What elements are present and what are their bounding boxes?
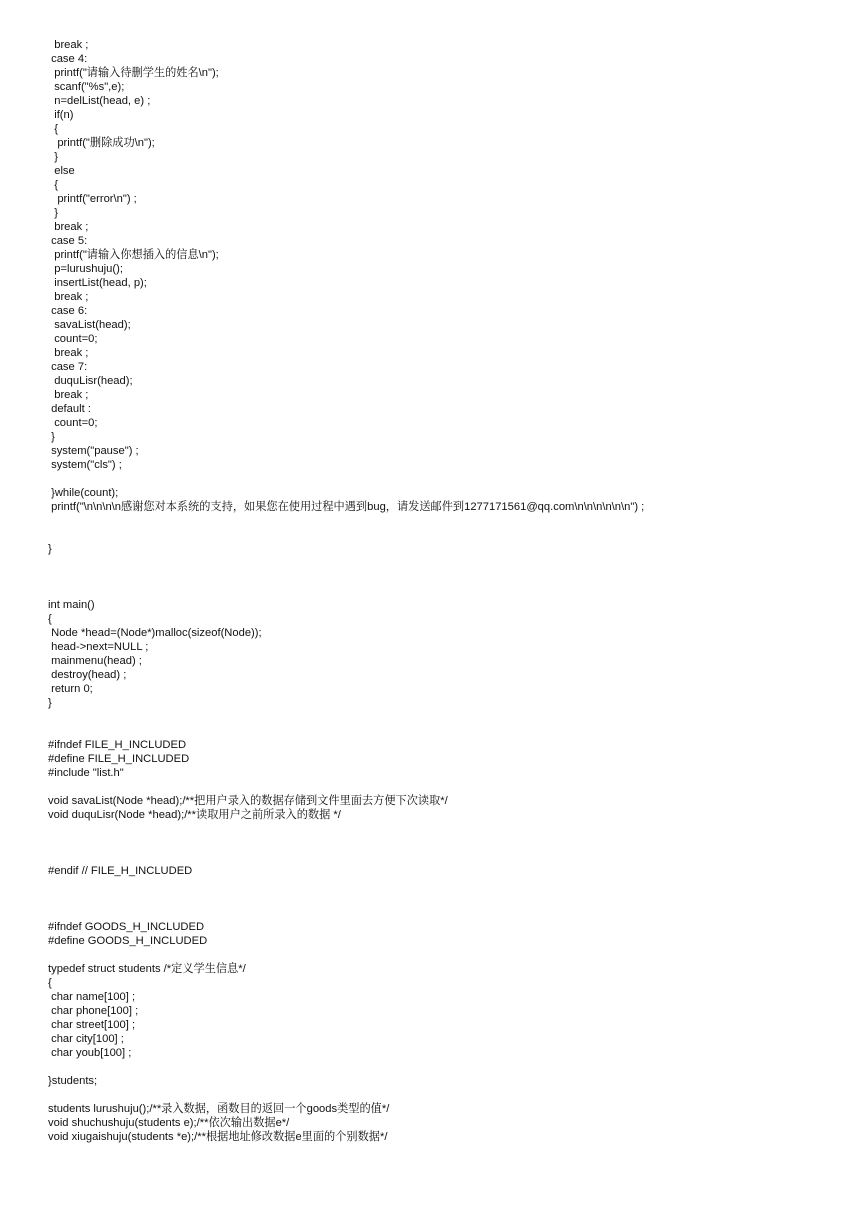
code-line — [48, 724, 828, 738]
code-line: } — [48, 697, 52, 709]
code-line: int main() — [48, 599, 95, 611]
code-line: char street[100] ; — [48, 1019, 136, 1031]
code-line — [48, 514, 828, 528]
code-line: #define FILE_H_INCLUDED — [48, 753, 190, 765]
code-line: void duquLisr(Node *head);/**读取用户之前所录入的数据 */ — [48, 809, 341, 821]
code-line: void savaList(Node *head);/**把用户录入的数据存储到文件里面去方便下次读取*/ — [48, 795, 448, 807]
code-line — [48, 850, 828, 864]
code-line: return 0; — [48, 683, 93, 695]
code-line: destroy(head) ; — [48, 669, 127, 681]
code-line: char youb[100] ; — [48, 1047, 132, 1059]
code-line: #include "list.h" — [48, 767, 124, 779]
code-line — [48, 906, 828, 920]
code-line: students lurushuju();/**录入数据，函数目的返回一个goods类型的值*/ — [48, 1103, 390, 1115]
code-line — [48, 528, 828, 542]
code-line: #ifndef GOODS_H_INCLUDED — [48, 921, 205, 933]
code-line — [48, 1060, 828, 1074]
code-line: count=0; — [48, 333, 98, 345]
code-line: char phone[100] ; — [48, 1005, 139, 1017]
code-line: count=0; — [48, 417, 98, 429]
code-line: insertList(head, p); — [48, 277, 147, 289]
code-line: mainmenu(head) ; — [48, 655, 142, 667]
code-line: system("cls") ; — [48, 459, 122, 471]
code-line: }while(count); — [48, 487, 119, 499]
code-line — [48, 1088, 828, 1102]
code-line — [48, 822, 828, 836]
code-line: char name[100] ; — [48, 991, 136, 1003]
code-line: break ; — [48, 39, 89, 51]
code-line: break ; — [48, 389, 89, 401]
code-line: { — [48, 977, 52, 989]
code-line: } — [48, 543, 52, 555]
code-line: else — [48, 165, 75, 177]
code-line — [48, 584, 828, 598]
code-line: { — [48, 613, 52, 625]
code-listing — [48, 38, 828, 1144]
code-line: typedef struct students /*定义学生信息*/ — [48, 963, 246, 975]
code-line: void xiugaishuju(students *e);/**根据地址修改数据e里面的个别数据*/ — [48, 1131, 388, 1143]
code-line: savaList(head); — [48, 319, 131, 331]
code-line: #ifndef FILE_H_INCLUDED — [48, 739, 187, 751]
code-line: #define GOODS_H_INCLUDED — [48, 935, 208, 947]
code-line: system("pause") ; — [48, 445, 139, 457]
code-line: if(n) — [48, 109, 74, 121]
code-line: break ; — [48, 347, 89, 359]
code-line — [48, 570, 828, 584]
code-line: { — [48, 179, 58, 191]
code-line: printf("error\n") ; — [48, 193, 137, 205]
code-line: case 7: — [48, 361, 88, 373]
code-line: }students; — [48, 1075, 98, 1087]
code-line: break ; — [48, 221, 89, 233]
code-line — [48, 780, 828, 794]
code-line: printf("请输入待删学生的姓名\n"); — [48, 67, 219, 79]
code-line: duquLisr(head); — [48, 375, 133, 387]
code-line: p=lurushuju(); — [48, 263, 123, 275]
code-line: #endif // FILE_H_INCLUDED — [48, 865, 193, 877]
code-line: } — [48, 207, 58, 219]
code-line — [48, 948, 828, 962]
code-line: printf("删除成功\n"); — [48, 137, 155, 149]
code-line: n=delList(head, e) ; — [48, 95, 151, 107]
code-line: break ; — [48, 291, 89, 303]
code-line — [48, 710, 828, 724]
code-line: { — [48, 123, 58, 135]
code-line: } — [48, 151, 58, 163]
code-line — [48, 836, 828, 850]
code-line — [48, 472, 828, 486]
code-line — [48, 556, 828, 570]
code-line: Node *head=(Node*)malloc(sizeof(Node)); — [48, 627, 262, 639]
code-line: printf("请输入你想插入的信息\n"); — [48, 249, 219, 261]
code-line: case 5: — [48, 235, 88, 247]
code-line: case 6: — [48, 305, 88, 317]
code-line: default : — [48, 403, 91, 415]
code-line: char city[100] ; — [48, 1033, 124, 1045]
code-line: scanf("%s",e); — [48, 81, 125, 93]
code-line: } — [48, 431, 55, 443]
code-line: head->next=NULL ; — [48, 641, 149, 653]
code-line — [48, 892, 828, 906]
code-line: case 4: — [48, 53, 88, 65]
code-line: printf("\n\n\n\n感谢您对本系统的支持，如果您在使用过程中遇到bug，请发送邮件到1277171561@qq.com\n\n\n\n\n\n") ; — [48, 501, 645, 513]
code-line — [48, 878, 828, 892]
code-line: void shuchushuju(students e);/**依次输出数据e*/ — [48, 1117, 290, 1129]
